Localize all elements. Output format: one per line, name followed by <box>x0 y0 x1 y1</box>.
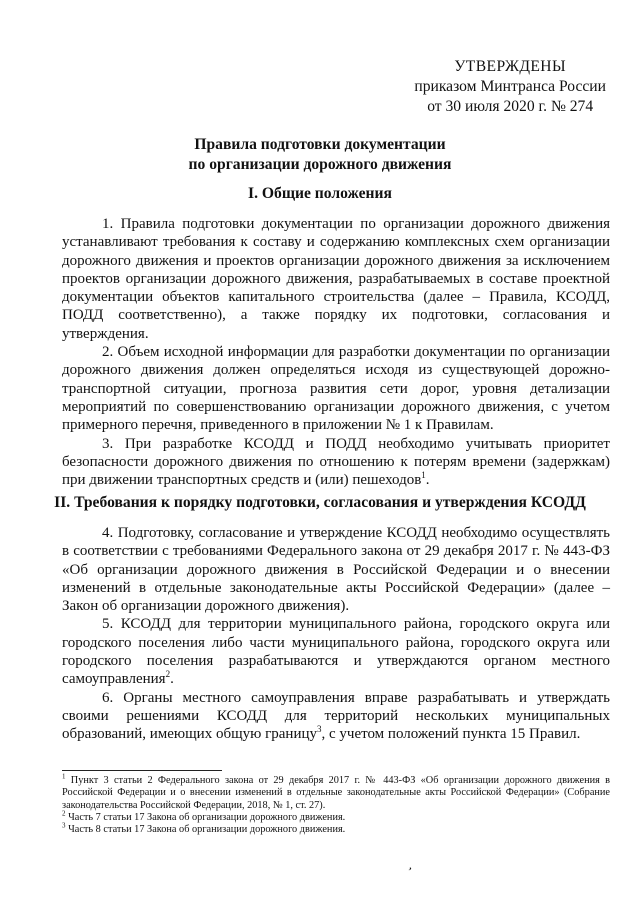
footnote-3-number: 3 <box>62 821 66 830</box>
paragraph-3-tail: . <box>425 472 430 489</box>
footnote-1-text: Пункт 3 статьи 2 Федерального закона от 29 декабря 2017 г. № 443-ФЗ «Об организации дорожного движения в Российской Федерации и о внесении изменений в отдельные законодательные акты Российской Федерации» (Собрание законодательства Российской Федерации, 2018, № 1, ст. 27). <box>62 775 610 811</box>
paragraph-2 <box>62 343 610 434</box>
paragraph-6-text: 6. Органы местного самоуправления вправе разрабатывать и утверждать своими решениями КСОДД для территорий нескольких муниципальных образований, имеющих общую границу <box>62 689 610 743</box>
approval-title: УТВЕРЖДЕНЫ <box>454 58 566 75</box>
footnote-3 <box>62 821 610 836</box>
document-title-line-1: Правила подготовки документации <box>194 136 446 153</box>
paragraph-5 <box>62 615 610 688</box>
footnote-2 <box>62 809 610 824</box>
footnote-ref-1[interactable]: 1 <box>421 470 426 481</box>
paragraph-5-text: 5. КСОДД для территории муниципального района, городского округа или городского поселения либо части муниципального района, городского округа или городского поселения разрабатываются и утверждаются органом местного самоуправления <box>62 616 610 688</box>
footnote-1-number: 1 <box>62 772 66 781</box>
document-title <box>0 135 640 175</box>
document-title-line-2: по организации дорожного движения <box>188 156 452 173</box>
footnote-2-number: 2 <box>62 809 66 818</box>
paragraph-1 <box>62 215 610 343</box>
section-2-body <box>62 524 610 744</box>
paragraph-6-tail: , с учетом положений пункта 15 Правил. <box>321 726 581 743</box>
approval-order: приказом Минтранса России <box>414 78 606 95</box>
footnote-1 <box>62 772 610 812</box>
paragraph-2-text: 2. Объем исходной информации для разработки документации по организации дорожного движения должен определяться исходя из существующей дорожно-транспортной ситуации, прогноза развития сети дорог, уровня детализации мероприятий по совершенствованию организации дорожного движения, с учетом примерного перечня, приведенного в приложении № 1 к Правилам. <box>62 344 610 434</box>
paragraph-3-text: 3. При разработке КСОДД и ПОДД необходимо учитывать приоритет безопасности дорожного движения по отношению к потерям времени (задержкам) при движении транспортных средств и (или) пешеходов <box>62 435 610 489</box>
section-1-heading: I. Общие положения <box>248 185 392 202</box>
approval-stamp <box>414 57 606 117</box>
paragraph-4-text: 4. Подготовку, согласование и утверждение КСОДД необходимо осуществлять в соответствии с требованиями Федерального закона от 29 декабря 2017 г. № 443-ФЗ «Об организации дорожного движения в Российской Федерации и о внесении изменений в отдельные законодательные акты Российской Федерации» (далее – Закон об организации дорожного движения). <box>62 525 610 615</box>
footnote-ref-2[interactable]: 2 <box>165 669 171 680</box>
footnote-ref-3[interactable]: 3 <box>317 724 322 735</box>
footnote-divider <box>62 770 222 771</box>
footnote-3-text: Часть 8 статьи 17 Закона об организации дорожного движения. <box>65 824 346 836</box>
page-mark: , <box>407 857 416 873</box>
paragraph-3 <box>62 435 610 490</box>
paragraph-4 <box>62 524 610 615</box>
paragraph-1-text: 1. Правила подготовки документации по организации дорожного движения устанавливают требования к составу и содержанию комплексных схем организации дорожного движения и проектов организации дорожного движения за исключением проектов организации дорожного движения, разрабатываемых в составе проектной документации объектов капитального строительства (далее – Правила, КСОДД, ПОДД соответственно), а также порядку их подготовки, согласования и утверждения. <box>62 216 610 342</box>
paragraph-5-tail: . <box>170 671 174 688</box>
paragraph-6 <box>62 689 610 744</box>
section-2-heading: II. Требования к порядку подготовки, согласования и утверждения КСОДД <box>54 494 586 511</box>
footnotes <box>62 772 610 836</box>
approval-date: от 30 июля 2020 г. № 274 <box>427 98 594 115</box>
footnote-2-text: Часть 7 статьи 17 Закона об организации дорожного движения. <box>65 811 346 823</box>
section-1-body <box>62 215 610 489</box>
